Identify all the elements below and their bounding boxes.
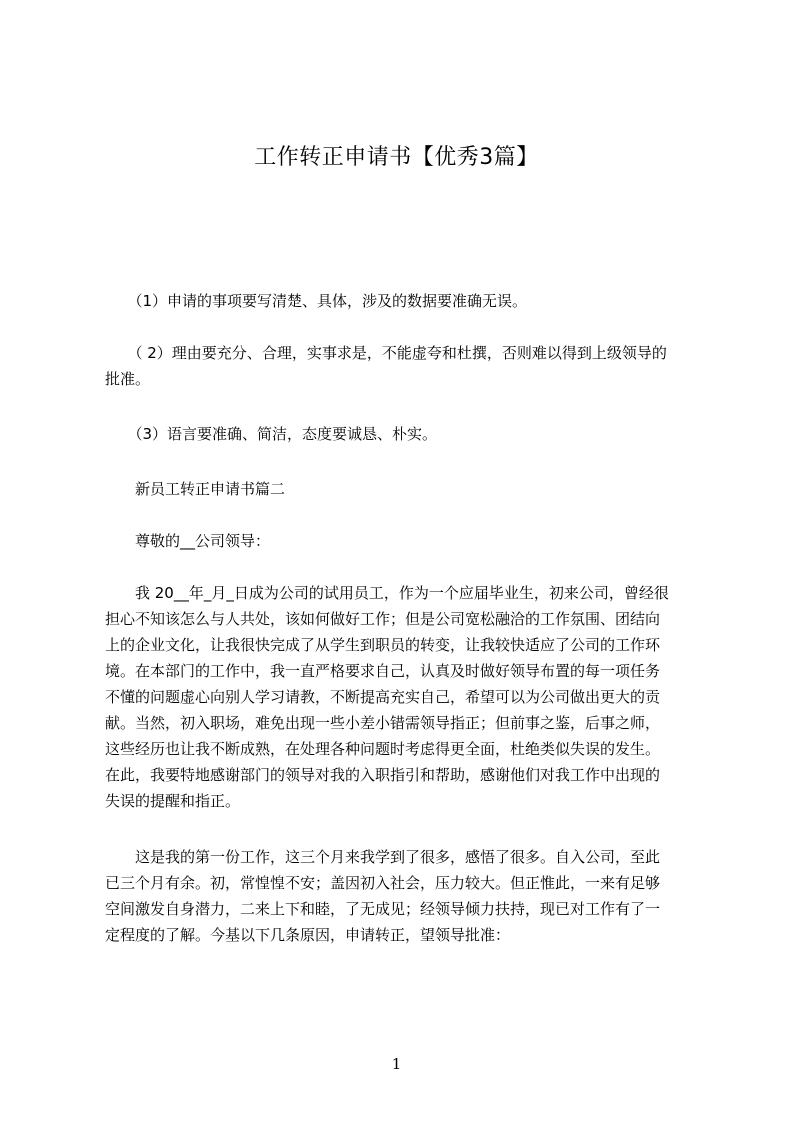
text-line: 境。在本部门的工作中，我一直严格要求自己，认真及时做好领导布置的每一项任务 [105,662,661,680]
text-line: 失误的提醒和指正。 [105,792,241,810]
text-line: 献。当然，初入职场，难免出现一些小差小错需领导指正；但前事之鉴，后事之师， [105,714,661,732]
text-line: 不懂的问题虚心向别人学习请教，不断提高充实自己，希望可以为公司做出更大的贡 [105,688,661,706]
paragraph-requirement-3 [105,421,703,447]
text-line: 担心不知该怎么与人共处，该如何做好工作；但是公司宽松融洽的工作氛围、团结向 [105,610,661,628]
text-line: 在此，我要特地感谢部门的领导对我的入职指引和帮助，感谢他们对我工作中出现的 [105,766,661,784]
paragraph-body-1 [105,580,703,814]
text-line: 定程度的了解。今基以下几条原因，申请转正，望领导批准： [105,926,511,944]
paragraph-requirement-1 [105,288,703,314]
text-line: 我 20__年_月_日成为公司的试用员工，作为一个应届毕业生，初来公司，曾经很 [105,584,669,602]
text-line: 批准。 [105,370,151,388]
section-heading [105,476,703,502]
page-number: 1 [391,1055,402,1073]
document-title: 工作转正申请书【优秀3篇】 [254,145,539,170]
text-line: 新员工转正申请书篇二 [105,480,286,498]
paragraph-body-2 [105,844,703,948]
text-line: 已三个月有余。初，常惶惶不安；盖因初入社会，压力较大。但正惟此，一来有足够 [105,874,661,892]
text-line: （3）语言要准确、简洁，态度要诚恳、朴实。 [105,425,438,443]
text-line: （ 2）理由要充分、合理，实事求是，不能虚夸和杜撰，否则难以得到上级领导的 [105,344,667,362]
text-line: 这是我的第一份工作，这三个月来我学到了很多，感悟了很多。自入公司，至此 [105,848,661,866]
text-line: 空间激发自身潜力，二来上下和睦，了无成见；经领导倾力扶持，现已对工作有了一 [105,900,661,918]
text-line: （1）申请的事项要写清楚、具体，涉及的数据要准确无误。 [105,292,528,310]
text-line: 这些经历也让我不断成熟，在处理各种问题时考虑得更全面，杜绝类似失误的发生。 [105,740,661,758]
text-line: 尊敬的__公司领导： [105,532,271,550]
paragraph-requirement-2 [105,340,703,392]
text-line: 上的企业文化，让我很快完成了从学生到职员的转变，让我较快适应了公司的工作环 [105,636,661,654]
salutation [105,528,703,554]
